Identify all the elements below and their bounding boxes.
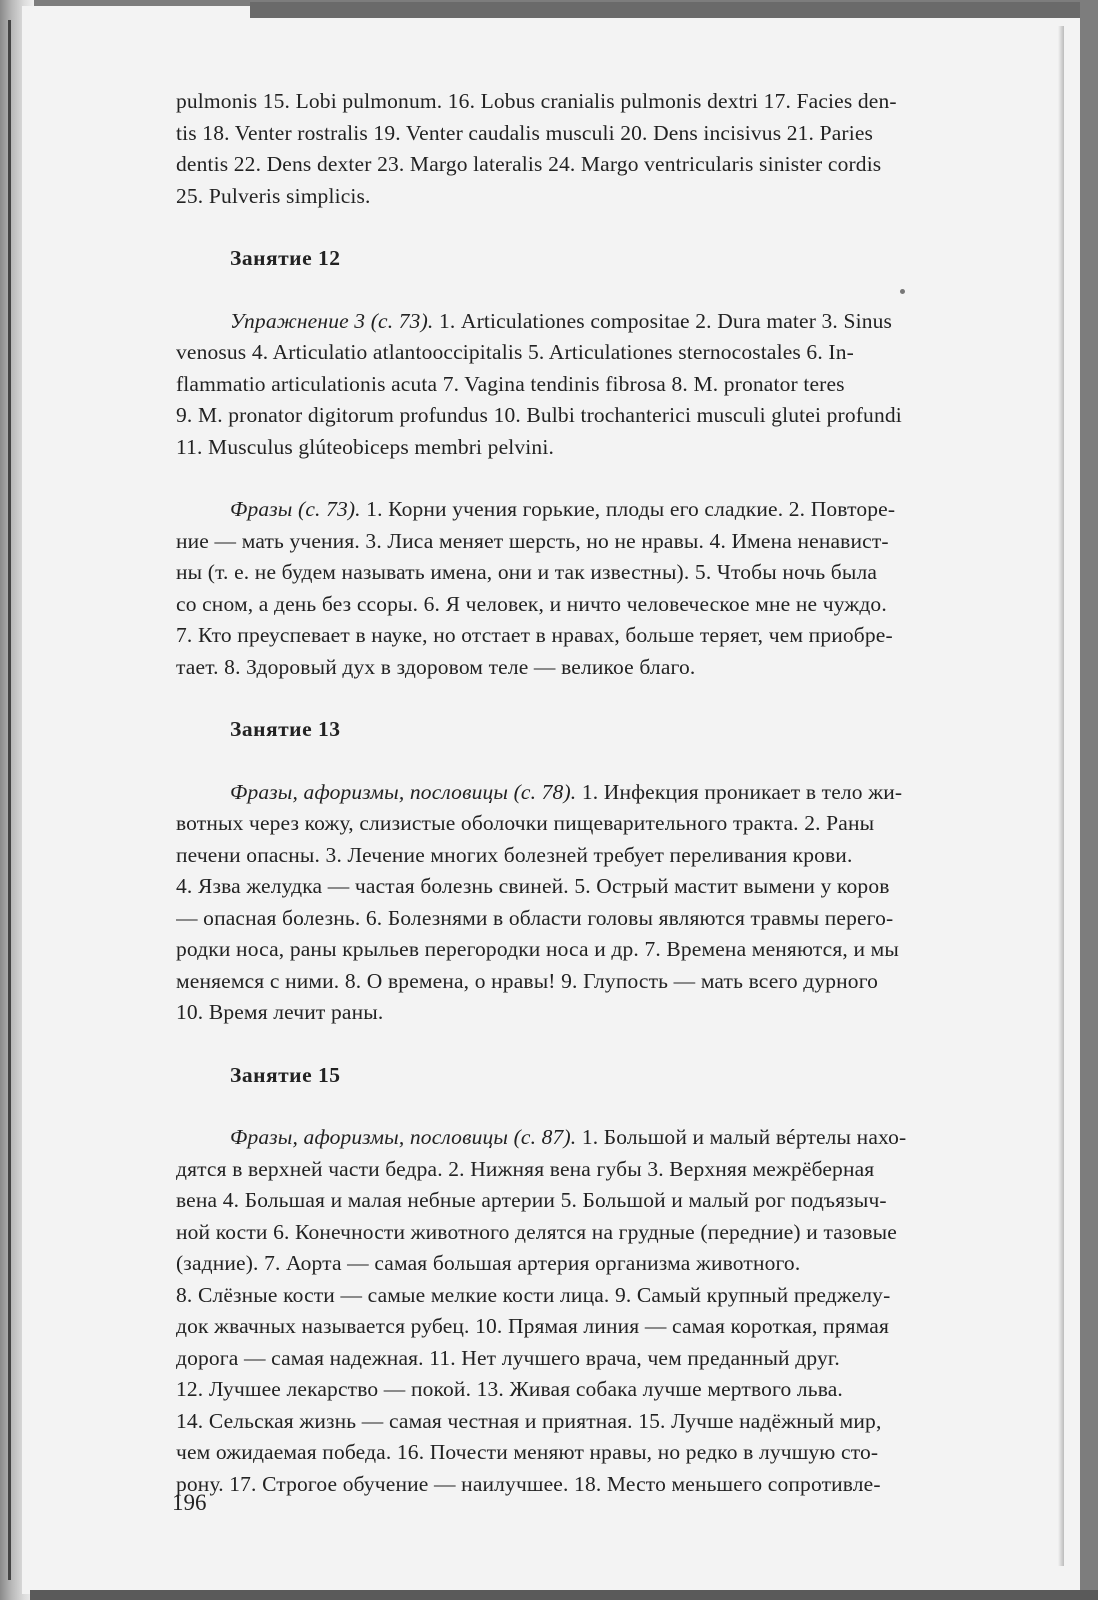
phrases-label: Фразы, афоризмы, пословицы (с. 78).	[230, 779, 577, 804]
page-content	[176, 86, 1066, 1500]
text-line: меняемся с ними. 8. О времена, о нравы! 9. Глупость — мать всего дурного	[176, 968, 879, 993]
lesson-15-heading: Занятие 15	[230, 1062, 341, 1087]
text-line: чем ожидаемая победа. 16. Почести меняют нравы, но редко в лучшую сто-	[176, 1440, 879, 1464]
lesson-13-phrases	[176, 777, 1066, 1029]
text-line: тает. 8. Здоровый дух в здоровом теле — великое благо.	[176, 654, 696, 679]
text-line: 10. Время лечит раны.	[176, 1000, 384, 1024]
text-line: 12. Лучшее лекарство — покой. 13. Живая собака лучше мертвого льва.	[176, 1377, 843, 1401]
text-line: tis 18. Venter rostralis 19. Venter caudalis musculi 20. Dens incisivus 21. Paries	[176, 120, 874, 145]
text-line: дорога — самая надежная. 11. Нет лучшего врача, чем преданный друг.	[176, 1345, 840, 1370]
text-line: 4. Язва желудка — частая болезнь свиней. 5. Острый мастит вымени у коров	[176, 874, 890, 898]
text-line	[176, 1122, 1066, 1154]
text-line: рону. 17. Строгое обучение — наилучшее. 18. Место меньшего сопротивле-	[176, 1471, 881, 1496]
lesson-12-heading: Занятие 12	[230, 246, 341, 270]
intro-paragraph	[176, 86, 1066, 212]
text-line: 8. Слёзные кости — самые мелкие кости лица. 9. Самый крупный преджелу-	[176, 1282, 891, 1307]
phrases-first-line: 1. Большой и малый вéртелы нахо-	[576, 1125, 907, 1149]
phrases-first-line: 1. Инфекция проникает в тело жи-	[576, 779, 903, 804]
text-line: вотных через кожу, слизистые оболочки пищеварительного тракта. 2. Раны	[176, 811, 875, 835]
text-line: 9. M. pronator digitorum profundus 10. Bulbi trochanterici musculi glutei profundi	[176, 403, 902, 427]
text-line: (задние). 7. Аорта — самая большая артерия организма животного.	[176, 1251, 801, 1275]
lesson-12-exercise	[176, 306, 1066, 464]
phrases-label: Фразы (с. 73).	[230, 497, 361, 521]
text-line: — опасная болезнь. 6. Болезнями в области головы являются травмы перего-	[176, 905, 894, 930]
phrases-label: Фразы, афоризмы, пословицы (с. 87).	[230, 1125, 577, 1149]
text-line: дятся в верхней части бедра. 2. Нижняя вена губы 3. Верхняя межрёберная	[176, 1156, 875, 1181]
lesson-15-phrases	[176, 1122, 1066, 1500]
text-line: родки носа, раны крыльев перегородки носа и др. 7. Времена меняются, и мы	[176, 937, 900, 961]
page-number: 196	[172, 1490, 207, 1515]
text-line: док жвачных называется рубец. 10. Прямая линия — самая короткая, прямая	[176, 1314, 889, 1338]
text-line: 11. Musculus glúteobiceps membri pelvini.	[176, 434, 554, 459]
spine-edge-line	[8, 20, 11, 1580]
text-line	[176, 777, 1066, 809]
text-line: flammatio articulationis acuta 7. Vagina tendinis fibrosa 8. M. pronator teres	[176, 371, 845, 396]
exercise-label: Упражнение 3 (с. 73).	[230, 308, 434, 333]
text-line: 25. Pulveris simplicis.	[176, 183, 371, 208]
page-bottom-edge	[30, 1590, 1098, 1600]
text-line: 14. Сельская жизнь — самая честная и приятная. 15. Лучше надёжный мир,	[176, 1408, 882, 1433]
text-line: venosus 4. Articulatio atlantooccipitalis 5. Articulationes sternocostales 6. In-	[176, 340, 854, 364]
text-line	[176, 494, 1066, 526]
text-line: ной кости 6. Конечности животного делятся на грудные (передние) и тазовые	[176, 1219, 897, 1244]
text-line: вена 4. Большая и малая небные артерии 5. Большой и малый рог подъязыч-	[176, 1188, 887, 1212]
text-line: ны (т. е. не будем называть имена, они и так известны). 5. Чтобы ночь была	[176, 560, 878, 584]
lesson-13-heading: Занятие 13	[230, 717, 341, 741]
text-line: ние — мать учения. 3. Лиса меняет шерсть, но не нравы. 4. Имена ненавист-	[176, 528, 889, 553]
text-line: 7. Кто преуспевает в науке, но отстает в нравах, больше теряет, чем приобре-	[176, 623, 893, 647]
text-line: со сном, а день без ссоры. 6. Я человек, и ничто человеческое мне не чуждо.	[176, 591, 887, 616]
text-line: dentis 22. Dens dexter 23. Margo lateralis 24. Margo ventricularis sinister cordis	[176, 152, 882, 176]
phrases-first-line: 1. Корни учения горькие, плоды его сладкие. 2. Повторе-	[360, 497, 896, 521]
text-line: печени опасны. 3. Лечение многих болезней требует переливания крови.	[176, 842, 853, 867]
lesson-12-phrases	[176, 494, 1066, 683]
exercise-first-line: 1. Articulationes compositae 2. Dura mater 3. Sinus	[433, 308, 893, 333]
text-line: pulmonis 15. Lobi pulmonum. 16. Lobus cranialis pulmonis dextri 17. Facies den-	[176, 89, 897, 113]
text-line	[176, 306, 1066, 338]
page-top-edge	[250, 2, 1080, 18]
